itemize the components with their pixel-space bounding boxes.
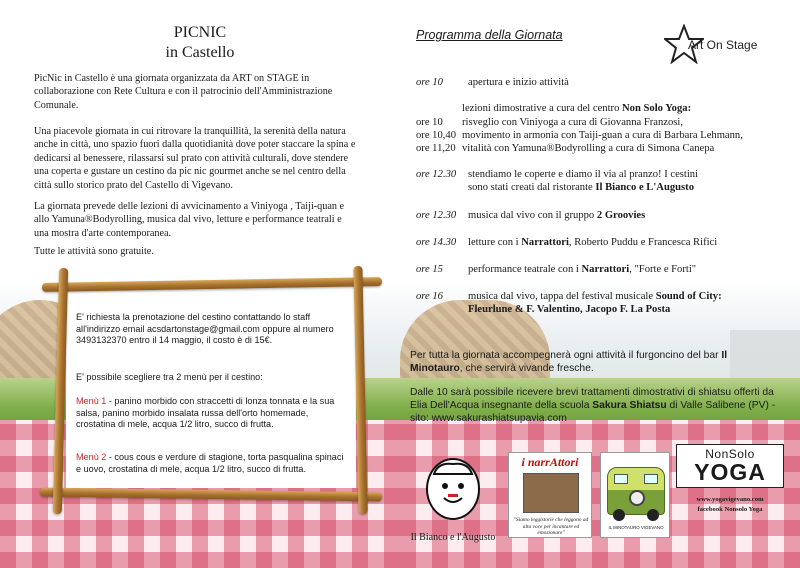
schedule-time: ore 14.30 (416, 237, 457, 248)
music-line (468, 209, 645, 222)
wheel-icon (647, 509, 659, 521)
non-solo-yoga-logo (676, 444, 784, 534)
theatre-group: Narrattori (581, 264, 630, 275)
shiatsu-text: Dalle 10 sarà possibile ricevere brevi trattamenti dimostrativi di shiatsu offerti da Elia Dell'Acqua insegnante della scuola (410, 387, 774, 411)
chef-logo-label: Il Bianco e l'Augusto (410, 532, 496, 543)
page-title: PICNIC (173, 24, 227, 41)
restaurant-name: Il Bianco e L'Augusto (595, 182, 694, 193)
page-subtitle: in Castello (165, 44, 235, 61)
schedule-time: ore 12.30 (416, 210, 457, 221)
narrattori-caption: "Siamo leggistorie che leggono ad alta voce per incantare ed emozionare" (513, 517, 589, 537)
shiatsu-site: di Valle Salibene (PV) - sito: www.sakurashiatsupavia.com (410, 400, 776, 424)
lesson-time: ore 11,20 (416, 143, 456, 154)
schedule-time: ore 16 (416, 291, 443, 302)
bamboo-stick-top (42, 277, 382, 292)
yoga-website: www.yogavigevano.com (696, 496, 764, 503)
il-minotauro-logo (600, 452, 670, 538)
food-truck-text: Per tutta la giornata accompegnerà ogni attività il furgoncino del bar (410, 350, 722, 361)
van-window (644, 474, 658, 484)
yoga-facebook: facebook Nonsolo Yoga (697, 506, 763, 513)
shiatsu-note (410, 386, 780, 425)
menu-2-label: Menù 2 (76, 452, 107, 462)
lesson-time: ore 10 (416, 117, 443, 128)
lunch-line-text: sono stati creati dal ristorante (468, 182, 596, 193)
yoga-logo-box (676, 444, 784, 488)
yoga-logo-main: YOGA (694, 459, 766, 485)
lunch-restaurant-line (468, 181, 694, 194)
yoga-logo-top: NonSolo (705, 447, 755, 461)
chef-icon (426, 458, 480, 520)
readers-names: , Roberto Puddu e Francesca Rifici (568, 237, 718, 248)
i-narrattori-logo (508, 452, 592, 538)
bamboo-stick-bottom (40, 488, 382, 502)
van-logo-label: IL MINOTAURO VIGEVANO (608, 525, 664, 530)
art-on-stage-label: Art On Stage (688, 38, 758, 52)
schedule-time: ore 15 (416, 264, 443, 275)
il-bianco-e-laugusto-logo (404, 448, 502, 552)
festival-line (468, 290, 722, 303)
van-icon (607, 467, 665, 515)
schedule-row-opening (416, 76, 443, 89)
menu-1-label: Menù 1 (76, 396, 107, 406)
theatre-title: , "Forte e Forti" (629, 264, 697, 275)
lesson-text: risveglio con Viniyoga a cura di Giovanna Franzosi, (462, 117, 683, 128)
festival-name: Sound of City: (655, 291, 722, 302)
readings-line (468, 236, 717, 249)
menu-1-description (76, 396, 344, 431)
schedule-text: musica dal vivo, tappa del festival musicale (468, 291, 656, 302)
schedule-text: apertura e inizio attività (468, 77, 569, 88)
description-paragraph: Una piacevole giornata in cui ritrovare la tranquillità, la serenità della natura anche in città, uno spazio fuori dalla quotidianità dove poter staccare la spina e dedicarsi al benessere, rilassarsi sul prato con attività culturali, dove stendere una coperta e gustare un cestino da pic nic gourmet anche se nel centro della città sullo storico prato del Castello di Vigevano. (34, 126, 356, 191)
yoga-center-name: Non Solo Yoga: (622, 103, 692, 114)
schedule-text: musica dal vivo con il gruppo (468, 210, 597, 221)
schedule-text: performance teatrale con i (468, 264, 582, 275)
theatre-line (468, 263, 696, 276)
readers-group: Narrattori (521, 237, 569, 248)
wheel-icon (613, 509, 625, 521)
activities-paragraph: La giornata prevede delle lezioni di avvicinamento a Viniyoga , Taiji-quan e allo Yamuna®Bodyrolling, musica dal vivo, letture e performance teatrali e una mostra d'arte contemporanea. (34, 201, 345, 239)
schedule-text: letture con i (468, 237, 522, 248)
yoga-intro-text: lezioni dimostrative a cura del centro (462, 103, 623, 114)
food-truck-note (410, 349, 780, 375)
programme-title: Programma della Giornata (416, 28, 563, 42)
intro-paragraph: PicNic in Castello è una giornata organizzata da ART on STAGE in collaborazione con Rete Cultura e con il patrocinio dell'Amministrazione Comunale. (34, 73, 333, 111)
art-on-stage-logo (664, 24, 784, 64)
schedule-text: stendiamo le coperte e diamo il via al pranzo! I cestini (468, 169, 699, 180)
lesson-text: vitalità con Yamuna®Bodyrolling a cura di Simona Canepa (462, 143, 715, 154)
yoga-lessons-intro (462, 102, 691, 115)
free-activities-note: Tutte le attività sono gratuite. (34, 246, 154, 257)
menu-2-text: - cous cous e verdure di stagione, torta pasqualina spinaci e uovo, crostatina di mele, acqua 1/2 litro, succo di frutta. (76, 452, 344, 474)
schedule-time: ore 12.30 (416, 169, 457, 180)
narrattori-title: i narrAttori (521, 455, 579, 469)
lesson-time: ore 10,40 (416, 130, 457, 141)
menu-2-description (76, 452, 344, 475)
peace-icon (629, 490, 645, 506)
shiatsu-school: Sakura Shiatsu (592, 400, 667, 411)
booking-info: E' richiesta la prenotazione del cestino contattando lo staff all'indirizzo email acsdartonstage@gmail.com oppure al numero 3493132370 entro il 14 maggio, il costo è di 15€. (76, 312, 334, 346)
book-photo (523, 473, 579, 513)
festival-artists: Fleurlune & F. Valentino, Jacopo F. La Posta (468, 304, 671, 315)
van-window (614, 474, 628, 484)
food-truck-end: , che servirà vivande fresche. (459, 363, 594, 374)
band-name: 2 Groovies (596, 210, 646, 221)
menu-1-text: - panino morbido con straccetti di lonza tonnata e la sua salsa, panino morbido insalata russa dell'orto homemade, crostatina di mele, acqua 1/2 litro, succo di frutta. (76, 396, 335, 430)
menu-choice-text: E' possibile scegliere tra 2 menù per il cestino: (76, 372, 263, 382)
lesson-text: movimento in armonia con Taiji-guan a cura di Barbara Lehmann, (462, 130, 743, 141)
schedule-time: ore 10 (416, 77, 443, 88)
food-truck-name: Il Minotauro (410, 350, 728, 374)
chef-face-icon (428, 460, 478, 518)
